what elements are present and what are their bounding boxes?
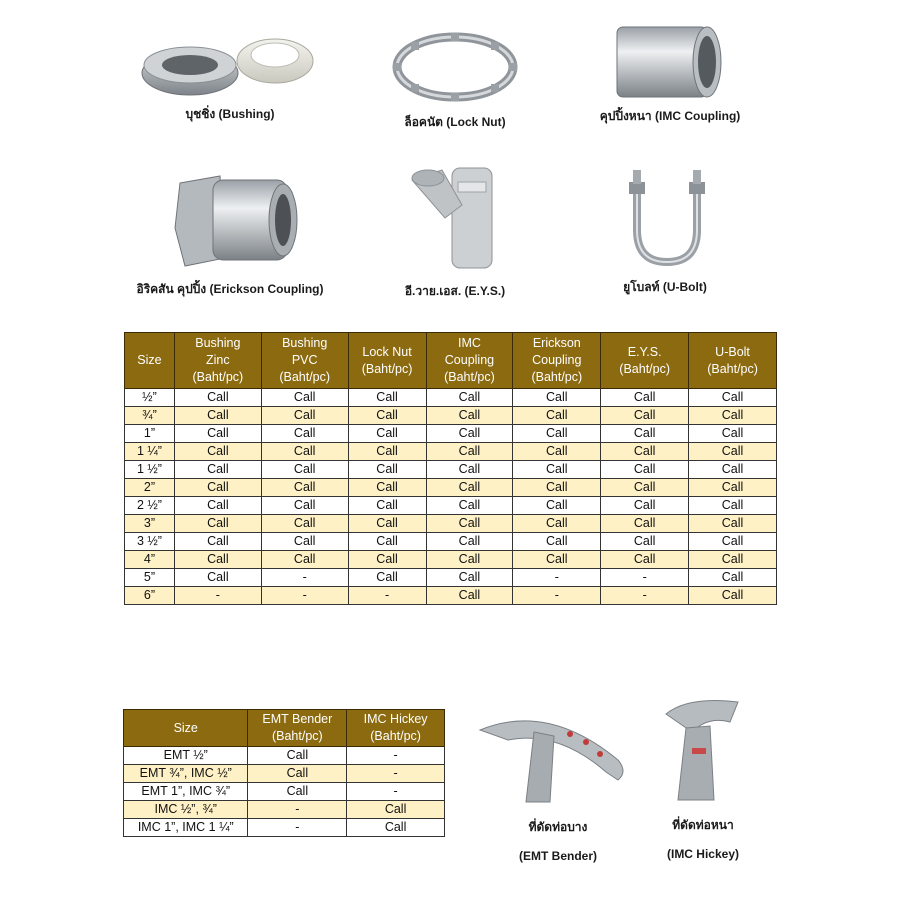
price-cell: - [248,819,347,837]
price-cell: Call [348,533,426,551]
price-cell: Call [689,551,777,569]
price-cell: Call [174,461,261,479]
price-cell: Call [347,801,445,819]
price-cell: Call [426,515,513,533]
table-row [125,461,777,479]
price-cell: Call [174,479,261,497]
column-header-line: U-Bolt [715,344,750,359]
price-cell: Call [174,497,261,515]
size-cell: 1” [125,425,175,443]
size-cell: 3” [125,515,175,533]
price-cell: - [513,569,601,587]
price-cell: Call [426,479,513,497]
column-header-line: Coupling [444,353,495,367]
product-erickson-coupling [125,168,335,299]
table-row [125,407,777,425]
table-row [125,533,777,551]
size-cell: 1 ½” [125,461,175,479]
size-cell: ½” [125,389,175,407]
price-cell: Call [689,533,777,551]
emt-bender-image [468,700,648,810]
price-cell: - [347,765,445,783]
imc-coupling-caption: คุปปิ้งหนา (IMC Coupling) [599,109,741,123]
product-emt-bender [468,700,648,863]
column-header-line: Bushing [282,336,328,350]
price-cell: Call [426,407,513,425]
price-cell: Call [347,819,445,837]
bushing-caption: บุชชิ่ง (Bushing) [185,107,275,121]
price-cell: Call [426,587,513,605]
price-cell: Call [689,461,777,479]
price-cell: Call [601,533,689,551]
table-row [125,551,777,569]
price-cell: Call [601,497,689,515]
eys-image [390,160,520,270]
price-cell: Call [261,533,348,551]
table-row [125,587,777,605]
column-header-line: IMC Hickey [363,712,428,726]
price-cell: Call [348,551,426,569]
column-header-line: PVC [291,353,318,367]
table-row [125,479,777,497]
price-cell: Call [261,497,348,515]
price-cell: Call [348,515,426,533]
column-header-line: (Baht/pc) [531,370,583,384]
column-header-line: Coupling [532,353,582,367]
price-cell: Call [348,569,426,587]
price-cell: Call [248,765,347,783]
price-cell: Call [689,587,777,605]
size-cell: EMT ¾”, IMC ½” [124,765,248,783]
size-cell: EMT ½” [124,747,248,765]
column-header-line: (Baht/pc) [444,370,495,384]
column-header-line: (Baht/pc) [192,370,244,384]
imc-hickey-image [648,692,758,810]
price-cell: Call [174,389,261,407]
column-header-line: Lock Nut [362,344,412,359]
price-cell: Call [261,407,348,425]
product-u-bolt [595,168,735,297]
table-row [124,801,445,819]
price-cell: Call [174,407,261,425]
column-header [601,333,689,389]
price-cell: - [601,569,689,587]
price-cell: Call [248,747,347,765]
price-cell: Call [426,569,513,587]
fittings-price-table [124,332,777,605]
price-cell: Call [261,443,348,461]
size-cell: 2 ½” [125,497,175,515]
column-header-line: EMT Bender [262,712,333,726]
table-row [125,443,777,461]
column-header [426,333,513,389]
price-cell: Call [689,479,777,497]
table-header-row [125,333,777,389]
price-cell: Call [348,479,426,497]
price-cell: - [513,587,601,605]
price-cell: Call [261,479,348,497]
price-cell: Call [601,461,689,479]
table-row [124,765,445,783]
size-cell: 3 ½” [125,533,175,551]
column-header-line: (Baht/pc) [279,370,331,384]
bushing-image [130,25,330,105]
size-cell: 4” [125,551,175,569]
price-cell: Call [513,461,601,479]
price-cell: Call [689,497,777,515]
table-row [125,425,777,443]
price-cell: Call [689,515,777,533]
price-cell: Call [426,551,513,569]
price-cell: Call [689,425,777,443]
price-cell: Call [513,479,601,497]
price-cell: - [347,783,445,801]
column-header-line: E.Y.S. [627,344,662,359]
table-row [124,783,445,801]
price-cell: Call [601,443,689,461]
price-cell: - [261,569,348,587]
price-cell: Call [174,569,261,587]
size-cell: 2” [125,479,175,497]
product-imc-hickey [648,692,758,861]
size-cell: IMC ½”, ¾” [124,801,248,819]
table-row [125,569,777,587]
product-lock-nut [385,25,525,132]
price-cell: Call [261,461,348,479]
product-eys [390,160,520,301]
price-cell: Call [513,407,601,425]
column-header [513,333,601,389]
price-cell: - [347,747,445,765]
price-cell: Call [261,551,348,569]
price-cell: - [601,587,689,605]
imc-hickey-caption-th: ที่ดัดท่อหนา [672,818,734,832]
price-cell: - [261,587,348,605]
table-row [124,819,445,837]
price-cell: Call [348,407,426,425]
lock-nut-image [385,25,525,107]
size-cell: 5” [125,569,175,587]
column-header-line: IMC [457,336,481,350]
price-cell: Call [261,389,348,407]
price-cell: Call [426,443,513,461]
price-cell: Call [513,443,601,461]
column-header [125,333,175,389]
price-cell: Call [174,533,261,551]
price-cell: Call [426,461,513,479]
price-cell: Call [689,443,777,461]
table-header-row [124,710,445,747]
price-cell: Call [513,533,601,551]
u-bolt-image [595,168,735,268]
price-cell: Call [513,389,601,407]
price-cell: Call [601,407,689,425]
price-cell: - [248,801,347,819]
price-cell: Call [426,389,513,407]
price-cell: Call [601,479,689,497]
column-header-line: (Baht/pc) [619,361,671,376]
column-header-line: Size [173,720,198,735]
price-cell: Call [689,407,777,425]
price-cell: Call [248,783,347,801]
imc-hickey-caption-en: (IMC Hickey) [666,847,740,861]
u-bolt-caption: ยูโบลท์ (U-Bolt) [623,280,707,294]
price-cell: Call [174,425,261,443]
column-header [348,333,426,389]
price-cell: Call [601,389,689,407]
price-cell: Call [426,425,513,443]
price-cell: Call [601,515,689,533]
erickson-coupling-caption: อิริคสัน คุปปิ้ง (Erickson Coupling) [136,282,324,296]
price-cell: Call [261,515,348,533]
price-cell: Call [513,551,601,569]
column-header-line: (Baht/pc) [370,729,421,743]
price-cell: Call [513,515,601,533]
size-cell: 6” [125,587,175,605]
column-header-line: Size [137,353,162,367]
price-cell: Call [348,425,426,443]
size-cell: ¾” [125,407,175,425]
price-cell: Call [174,443,261,461]
column-header-line: (Baht/pc) [707,361,758,376]
column-header [124,710,248,747]
column-header [174,333,261,389]
table-row [124,747,445,765]
price-cell: Call [348,497,426,515]
size-cell: EMT 1”, IMC ¾” [124,783,248,801]
emt-bender-caption-th: ที่ดัดท่อบาง [528,820,588,834]
column-header [261,333,348,389]
eys-caption: อี.วาย.เอส. (E.Y.S.) [404,284,506,298]
size-cell: IMC 1”, IMC 1 ¼” [124,819,248,837]
emt-bender-caption-en: (EMT Bender) [519,849,597,863]
column-header-line: Zinc [206,353,230,367]
price-cell: Call [261,425,348,443]
product-bushing [130,25,330,124]
price-cell: Call [513,425,601,443]
lock-nut-caption: ล็อคนัต (Lock Nut) [404,115,506,129]
column-header [347,710,445,747]
product-imc-coupling [585,15,755,126]
price-cell: Call [348,443,426,461]
price-cell: Call [426,497,513,515]
column-header [248,710,347,747]
column-header-line: (Baht/pc) [361,361,413,376]
price-cell: Call [689,389,777,407]
price-cell: Call [174,551,261,569]
price-cell: Call [689,569,777,587]
table-row [125,389,777,407]
price-cell: Call [601,425,689,443]
bender-price-table [123,709,445,837]
price-cell: Call [174,515,261,533]
price-cell: - [348,587,426,605]
size-cell: 1 ¼” [125,443,175,461]
price-cell: Call [348,461,426,479]
erickson-coupling-image [125,168,335,276]
price-cell: Call [426,533,513,551]
price-cell: Call [348,389,426,407]
price-cell: Call [601,551,689,569]
table-row [125,497,777,515]
price-cell: - [174,587,261,605]
column-header [689,333,777,389]
imc-coupling-image [585,15,755,107]
price-cell: Call [513,497,601,515]
table-row [125,515,777,533]
column-header-line: Erickson [532,336,581,350]
column-header-line: Bushing [195,336,241,350]
column-header-line: (Baht/pc) [271,729,323,743]
